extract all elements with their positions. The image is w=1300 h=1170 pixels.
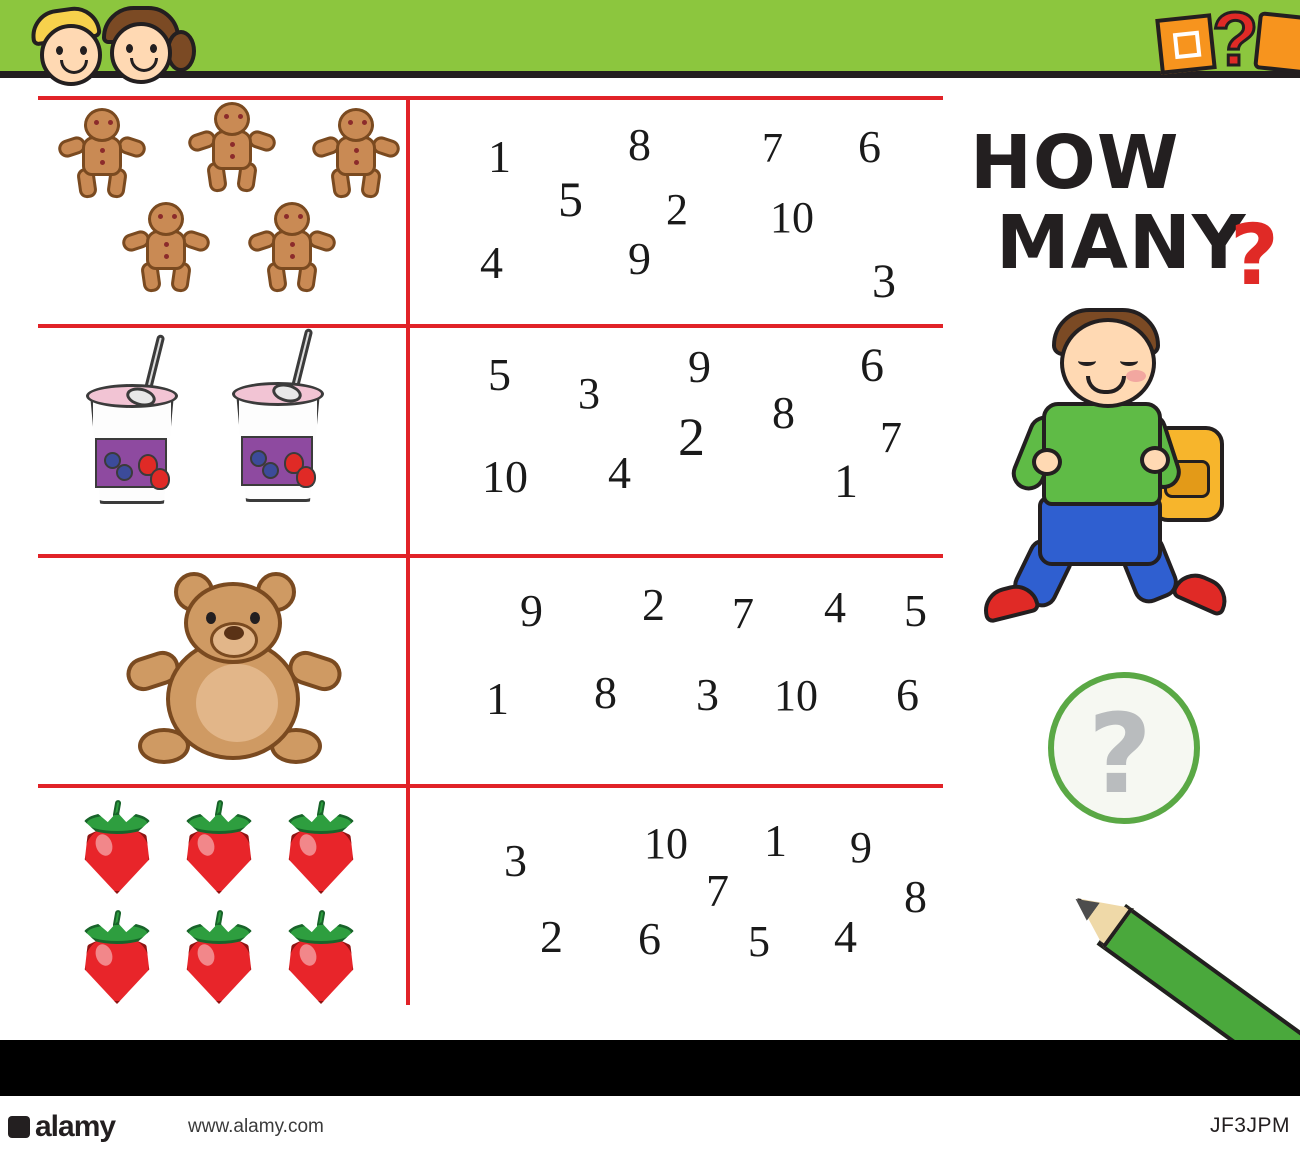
strawberry-icon — [176, 910, 262, 1006]
number-option[interactable]: 6 — [860, 339, 884, 392]
blueberry-icon — [116, 464, 133, 481]
gingerbread-head — [84, 108, 120, 142]
table-row — [38, 788, 943, 1018]
boy-hand-left — [1032, 448, 1062, 476]
row-1-picture-cell — [38, 100, 404, 330]
strawberry-icon — [74, 910, 160, 1006]
gingerbread-button-2 — [290, 254, 295, 259]
number-option[interactable]: 6 — [896, 669, 919, 720]
gingerbread-body — [272, 230, 312, 270]
gingerbread-man-icon — [250, 202, 334, 294]
yogurt-cup-icon — [82, 360, 192, 510]
strawberry-leaf — [186, 922, 252, 944]
gingerbread-eye-left — [284, 214, 289, 219]
row-1-numbers-cell — [410, 100, 943, 330]
gingerbread-eye-right — [238, 114, 243, 119]
number-option[interactable]: 7 — [880, 413, 902, 462]
number-option[interactable]: 4 — [834, 911, 857, 962]
number-option[interactable]: 5 — [488, 349, 511, 400]
number-option[interactable]: 5 — [904, 585, 927, 636]
number-option[interactable]: 4 — [608, 447, 631, 498]
number-option[interactable]: 6 — [638, 913, 661, 964]
gingerbread-button-2 — [354, 160, 359, 165]
gingerbread-eye-right — [172, 214, 177, 219]
number-option[interactable]: 8 — [628, 119, 651, 170]
strawberry-icon — [278, 910, 364, 1006]
cherry-icon — [296, 466, 316, 488]
number-option[interactable]: 7 — [762, 126, 783, 172]
gingerbread-eye-right — [362, 120, 367, 125]
maze-icon — [1155, 13, 1217, 75]
strawberry-icon — [74, 800, 160, 896]
gingerbread-body — [146, 230, 186, 270]
girl-face-icon — [110, 22, 172, 84]
number-option[interactable]: 3 — [504, 835, 527, 886]
number-option[interactable]: 3 — [872, 255, 896, 308]
kids-faces-illustration — [18, 2, 198, 92]
worksheet-grid — [38, 96, 943, 1016]
gingerbread-button-1 — [354, 148, 359, 153]
gingerbread-button-1 — [164, 242, 169, 247]
number-option[interactable]: 7 — [732, 589, 754, 638]
number-option[interactable]: 2 — [666, 185, 688, 234]
number-option[interactable]: 9 — [628, 233, 651, 284]
strawberry-leaf — [84, 922, 150, 944]
number-option[interactable]: 1 — [764, 815, 787, 866]
gingerbread-eye-left — [224, 114, 229, 119]
gingerbread-head — [274, 202, 310, 236]
gingerbread-body — [212, 130, 252, 170]
boy-eye-left — [1078, 356, 1096, 366]
gingerbread-button-2 — [164, 254, 169, 259]
gingerbread-button-2 — [100, 160, 105, 165]
number-option[interactable]: 2 — [678, 407, 705, 467]
alamy-logo — [8, 1110, 115, 1144]
boy-pants — [1038, 496, 1162, 566]
maze-inner-icon — [1173, 31, 1202, 60]
gingerbread-body — [336, 136, 376, 176]
pencil-icon — [1076, 812, 1300, 1040]
gingerbread-body — [82, 136, 122, 176]
number-option[interactable]: 1 — [834, 455, 858, 508]
boy-right-eye-icon — [80, 46, 87, 55]
number-option[interactable]: 1 — [488, 131, 511, 182]
teddy-eye-left — [206, 612, 216, 624]
circle-question-mark-label: ? — [1088, 690, 1152, 818]
right-panel — [960, 96, 1290, 1026]
number-option[interactable]: 3 — [578, 369, 600, 418]
page-title-line2: MANY — [996, 200, 1247, 286]
number-option[interactable]: 8 — [904, 871, 927, 922]
alamy-logo-text: alamy — [35, 1110, 116, 1143]
girl-right-eye-icon — [150, 44, 157, 53]
row-4-numbers-cell — [410, 788, 943, 1018]
stock-footer — [0, 1040, 1300, 1170]
strawberry-leaf — [84, 812, 150, 834]
page-title-line1: HOW — [970, 120, 1180, 206]
gingerbread-button-1 — [100, 148, 105, 153]
number-option[interactable]: 2 — [642, 579, 665, 630]
gingerbread-eye-left — [94, 120, 99, 125]
cherry-icon — [150, 468, 170, 490]
teddy-belly — [196, 664, 278, 742]
row-2-numbers-cell — [410, 328, 943, 558]
yogurt-cup-icon — [228, 358, 338, 508]
alamy-website-text: www.alamy.com — [188, 1116, 324, 1137]
alamy-image-id: JF3JPM — [1209, 1114, 1290, 1137]
strawberry-icon — [176, 800, 262, 896]
number-option[interactable]: 8 — [594, 667, 617, 718]
boy-cheek — [1126, 370, 1146, 382]
boy-left-eye-icon — [56, 46, 63, 55]
number-option[interactable]: 10 — [644, 819, 688, 868]
number-option[interactable]: 2 — [540, 911, 563, 962]
number-option[interactable]: 5 — [748, 917, 770, 966]
gingerbread-button-2 — [230, 154, 235, 159]
gingerbread-man-icon — [124, 202, 208, 294]
blueberry-icon — [262, 462, 279, 479]
row-2-picture-cell — [38, 328, 404, 558]
number-option[interactable]: 9 — [688, 341, 711, 392]
row-3-picture-cell — [38, 558, 404, 788]
teddy-nose — [224, 626, 244, 640]
number-option[interactable]: 1 — [486, 673, 509, 724]
number-option[interactable]: 4 — [824, 583, 846, 632]
number-option[interactable]: 9 — [520, 585, 543, 636]
footer-black-strip — [0, 1040, 1300, 1096]
row-4-picture-cell — [38, 788, 404, 1018]
number-option[interactable]: 6 — [858, 121, 881, 172]
gingerbread-eye-left — [158, 214, 163, 219]
table-row — [38, 100, 943, 330]
table-row — [38, 558, 943, 788]
boy-shoe-right — [1170, 566, 1234, 618]
gingerbread-button-1 — [230, 142, 235, 147]
header-question-mark-icon: ? — [1212, 0, 1259, 82]
alamy-logo-mark — [8, 1116, 30, 1138]
gingerbread-man-icon — [190, 102, 274, 194]
girl-left-eye-icon — [126, 44, 133, 53]
gingerbread-head — [338, 108, 374, 142]
strawberry-leaf — [186, 812, 252, 834]
boy-face-icon — [40, 24, 102, 86]
strawberry-leaf — [288, 812, 354, 834]
table-row — [38, 328, 943, 558]
title-question-mark-icon: ? — [1230, 206, 1279, 304]
number-option[interactable]: 4 — [480, 237, 503, 288]
teddy-eye-right — [250, 612, 260, 624]
strawberry-leaf — [288, 922, 354, 944]
strawberry-icon — [278, 800, 364, 896]
row-3-numbers-cell — [410, 558, 943, 788]
gingerbread-man-icon — [314, 108, 398, 200]
number-option[interactable]: 9 — [850, 823, 872, 872]
gingerbread-man-icon — [60, 108, 144, 200]
number-option[interactable]: 10 — [774, 671, 818, 720]
gingerbread-eye-right — [108, 120, 113, 125]
puzzle-piece-icon — [1253, 11, 1300, 75]
number-option[interactable]: 7 — [706, 865, 729, 916]
boy-eye-right — [1120, 356, 1138, 366]
spoon-handle — [291, 328, 314, 390]
teddy-bear-icon — [124, 576, 354, 776]
boy-hand-right — [1140, 446, 1170, 474]
running-boy-illustration — [974, 308, 1274, 618]
gingerbread-head — [148, 202, 184, 236]
number-option[interactable]: 5 — [558, 171, 583, 227]
number-option[interactable]: 10 — [770, 193, 814, 242]
gingerbread-eye-left — [348, 120, 353, 125]
number-option[interactable]: 10 — [482, 451, 528, 502]
gingerbread-head — [214, 102, 250, 136]
boy-head-icon — [1060, 318, 1156, 408]
header-icons-group — [1080, 0, 1290, 92]
number-option[interactable]: 3 — [696, 669, 719, 720]
number-option[interactable]: 8 — [772, 387, 795, 438]
gingerbread-button-1 — [290, 242, 295, 247]
gingerbread-eye-right — [298, 214, 303, 219]
pencil-body — [1097, 904, 1300, 1040]
